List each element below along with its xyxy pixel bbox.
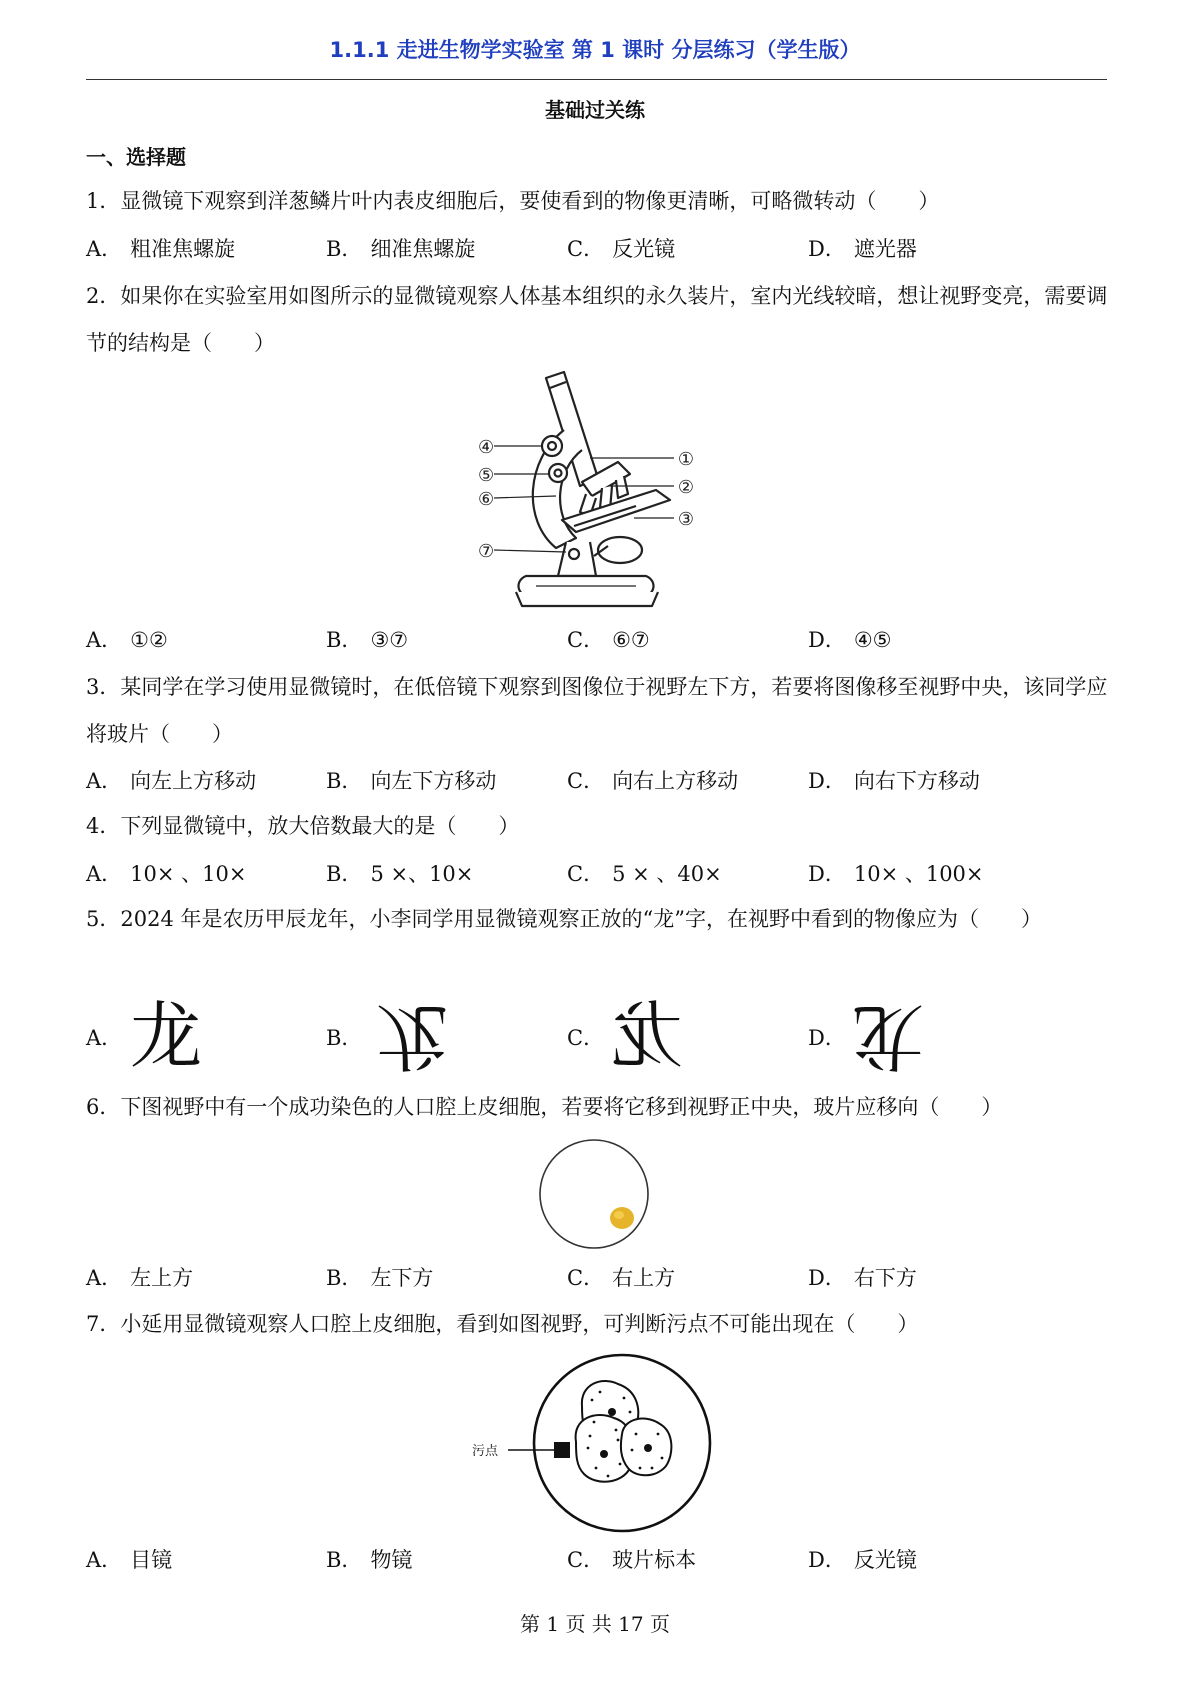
glyph-flipped-vertical: 龙: [376, 994, 449, 1078]
stain-spot: [554, 1442, 570, 1458]
glyph-rotated: 龙: [852, 994, 925, 1078]
option-key: C．: [567, 862, 605, 886]
question-3: 3．某同学在学习使用显微镜时，在低倍镜下观察到图像位于视野左下方，若要将图像移至视野中央，该同学应将玻片（ ）: [86, 675, 1108, 746]
option-key: C．: [567, 1026, 605, 1050]
option-text: 5 ×、10×: [370, 862, 474, 886]
option-text: ④⑤: [853, 628, 892, 652]
option-key: B．: [326, 1026, 363, 1050]
option-c[interactable]: [567, 229, 675, 269]
option-c[interactable]: [567, 761, 738, 801]
option-key: A．: [86, 237, 123, 261]
option-a[interactable]: [86, 994, 203, 1078]
option-b[interactable]: [326, 1540, 412, 1580]
option-text: 5 × 、40×: [612, 862, 722, 886]
option-text: ⑥⑦: [612, 628, 650, 652]
question-6: 6．下图视野中有一个成功染色的人口腔上皮细胞，若要将它移到视野正中央，玻片应移向（ ）: [86, 1095, 1003, 1119]
header-rule: [86, 79, 1107, 80]
option-text: ③⑦: [370, 628, 409, 652]
option-key: D．: [808, 237, 846, 261]
option-key: A．: [86, 769, 123, 793]
question-1: 1．显微镜下观察到洋葱鳞片叶内表皮细胞后，要使看到的物像更清晰，可略微转动（ ）: [86, 189, 940, 213]
option-text: 遮光器: [853, 237, 917, 261]
figure-label: ⑦: [477, 541, 495, 562]
option-text: 左下方: [370, 1266, 434, 1290]
option-text: 反光镜: [853, 1548, 917, 1572]
option-key: D．: [808, 769, 846, 793]
option-a[interactable]: [86, 854, 246, 894]
option-c[interactable]: [567, 1258, 675, 1298]
cheek-cell-figure: [470, 1350, 720, 1536]
option-key: C．: [567, 769, 605, 793]
option-key: A．: [86, 1548, 123, 1572]
figure-label: ⑤: [477, 465, 495, 486]
option-b[interactable]: [326, 620, 408, 660]
option-text: ①②: [130, 628, 168, 652]
option-key: A．: [86, 628, 123, 652]
figure-label: ⑥: [477, 489, 495, 510]
figure-label: ②: [677, 477, 695, 498]
option-key: D．: [808, 862, 846, 886]
field-of-view-figure: [536, 1136, 652, 1252]
option-key: B．: [326, 862, 363, 886]
question-5: 5．2024 年是农历甲辰龙年，小李同学用显微镜观察正放的“龙”字，在视野中看到的物像应为（ ）: [86, 907, 1042, 931]
option-d[interactable]: [808, 1258, 917, 1298]
option-key: C．: [567, 237, 605, 261]
option-text: 物镜: [370, 1548, 413, 1572]
option-key: D．: [808, 1026, 846, 1050]
option-text: 向左下方移动: [370, 769, 497, 793]
document-title: 1.1.1 走进生物学实验室 第 1 课时 分层练习（学生版）: [329, 38, 861, 62]
option-text: 粗准焦螺旋: [130, 237, 236, 261]
option-c[interactable]: [567, 1540, 696, 1580]
glyph-flipped-horizontal: 龙: [611, 994, 684, 1078]
option-key: C．: [567, 628, 605, 652]
option-key: B．: [326, 1548, 363, 1572]
option-text: 目镜: [130, 1548, 173, 1572]
figure-label: ④: [477, 437, 495, 458]
option-key: B．: [326, 628, 363, 652]
option-a[interactable]: [86, 761, 256, 801]
option-d[interactable]: [808, 229, 917, 269]
option-key: B．: [326, 237, 363, 261]
question-2-options: [86, 620, 1111, 660]
question-5-options: [86, 994, 1111, 1078]
stain-label: 污点: [472, 1444, 499, 1459]
option-key: C．: [567, 1548, 605, 1572]
option-b[interactable]: [326, 854, 473, 894]
option-key: A．: [86, 1266, 123, 1290]
option-key: C．: [567, 1266, 605, 1290]
option-b[interactable]: [326, 229, 475, 269]
option-a[interactable]: [86, 1258, 193, 1298]
cell-highlight: [614, 1211, 624, 1219]
option-b[interactable]: [326, 761, 496, 801]
page-footer: 第 1 页 共 17 页: [520, 1612, 670, 1636]
option-key: D．: [808, 628, 846, 652]
option-c[interactable]: [567, 620, 650, 660]
option-text: 右下方: [853, 1266, 917, 1290]
option-d[interactable]: [808, 854, 984, 894]
glyph-upright: 龙: [130, 994, 203, 1078]
part-title: 一、选择题: [86, 145, 186, 169]
option-b[interactable]: [326, 1258, 433, 1298]
option-d[interactable]: [808, 1540, 917, 1580]
figure-label: ③: [677, 509, 695, 530]
option-text: 左上方: [130, 1266, 194, 1290]
option-text: 向右上方移动: [612, 769, 739, 793]
option-a[interactable]: [86, 229, 235, 269]
question-2: 2．如果你在实验室用如图所示的显微镜观察人体基本组织的永久装片，室内光线较暗，想让视野变亮，需要调节的结构是（ ）: [86, 284, 1108, 355]
figure-label: ①: [677, 449, 695, 470]
option-key: B．: [326, 1266, 363, 1290]
question-1-options: [86, 229, 1111, 269]
option-text: 反光镜: [612, 237, 676, 261]
question-3-options: [86, 761, 1111, 801]
option-a[interactable]: [86, 620, 168, 660]
question-4-options: [86, 854, 1111, 894]
microscope-figure: [477, 370, 706, 610]
option-text: 10× 、100×: [853, 862, 984, 886]
question-6-options: [86, 1258, 1111, 1298]
option-d[interactable]: [808, 761, 980, 801]
question-7: 7．小延用显微镜观察人口腔上皮细胞，看到如图视野，可判断污点不可能出现在（ ）: [86, 1312, 919, 1336]
option-key: D．: [808, 1548, 846, 1572]
question-7-options: [86, 1540, 1111, 1580]
option-a[interactable]: [86, 1540, 172, 1580]
option-key: B．: [326, 769, 363, 793]
option-key: A．: [86, 862, 123, 886]
option-text: 向左上方移动: [130, 769, 257, 793]
option-text: 10× 、10×: [130, 862, 247, 886]
option-text: 向右下方移动: [853, 769, 980, 793]
question-4: 4．下列显微镜中，放大倍数最大的是（ ）: [86, 814, 520, 838]
option-key: A．: [86, 1026, 123, 1050]
section-title: 基础过关练: [545, 98, 645, 122]
option-text: 右上方: [612, 1266, 676, 1290]
option-d[interactable]: [808, 620, 892, 660]
option-c[interactable]: [567, 994, 684, 1078]
option-text: 玻片标本: [612, 1548, 697, 1572]
option-text: 细准焦螺旋: [370, 237, 476, 261]
option-b[interactable]: [326, 994, 449, 1078]
option-key: D．: [808, 1266, 846, 1290]
option-d[interactable]: [808, 994, 925, 1078]
option-c[interactable]: [567, 854, 722, 894]
